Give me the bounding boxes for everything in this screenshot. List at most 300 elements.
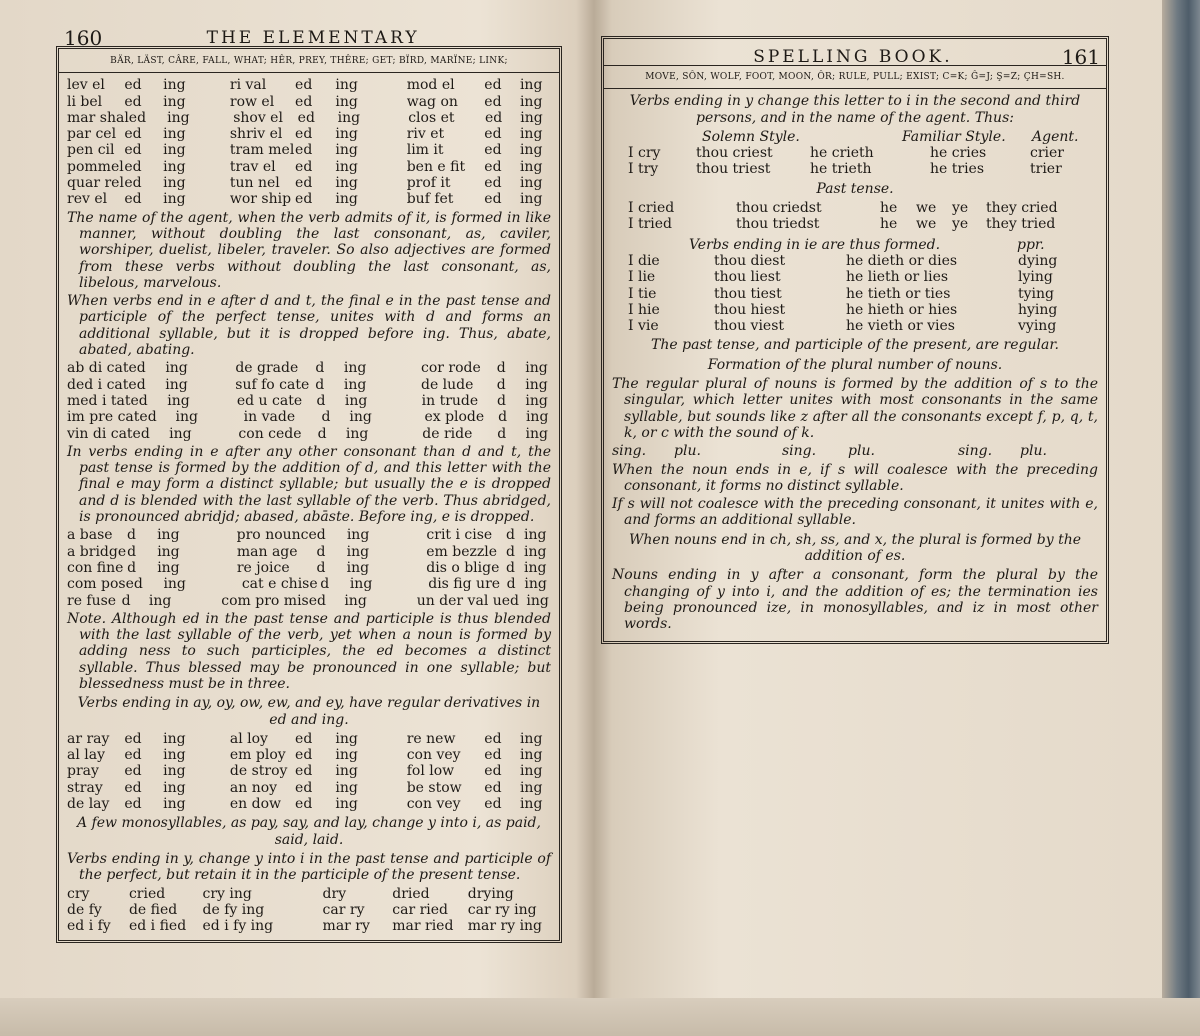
word-cell: d	[133, 576, 143, 593]
word-cell: ing	[519, 191, 543, 208]
word-cell: ing	[163, 779, 186, 796]
left-word-table-1	[67, 77, 551, 207]
word-cell: ing	[335, 191, 358, 208]
word-cell: ed	[124, 763, 142, 780]
left-rule-3: In verbs ending in e after any other consonant than d and t, the past tense is formed by the addition of d, and this letter with the final e may form a distinct syllable; but usually the e is dropped and d is blended with the last syllable of the verb. Thus abridged, is pronounced abridjd; abased, abāste. Before ing, e is dropped.	[67, 443, 551, 526]
word-cell: d	[316, 392, 326, 409]
word-cell: ing	[346, 527, 370, 544]
word-cell: ing	[525, 376, 548, 393]
sing-heading-1: sing.	[612, 443, 647, 460]
regular-note: The past tense, and participle of the present, are regular.	[651, 337, 1059, 354]
left-header	[56, 18, 562, 50]
word-cell: be stow	[406, 779, 462, 796]
word-cell: ed	[295, 191, 313, 208]
word-cell: ed	[484, 796, 502, 813]
word-cell: med i tate	[67, 392, 139, 409]
word-cell: ed	[295, 747, 313, 764]
word-cell: d	[320, 576, 330, 593]
past-tense-heading: Past tense.	[816, 180, 894, 197]
word-cell: thou triedst	[736, 216, 820, 233]
word-cell: pen cil	[67, 142, 115, 159]
word-cell: ab di cate	[67, 360, 137, 377]
word-cell: ing	[337, 109, 361, 126]
word-cell: ing	[163, 796, 186, 813]
word-row	[67, 796, 551, 812]
word-cell: ed i fied	[128, 918, 187, 935]
word-cell: an noy	[229, 779, 278, 796]
word-cell: ing	[524, 576, 547, 593]
word-row	[67, 175, 551, 191]
word-cell: ed u cate	[236, 392, 303, 409]
word-cell: ing	[165, 360, 188, 377]
left-page-number: 160	[64, 25, 103, 50]
right-rule-6: Nouns ending in y after a consonant, form the plural by the changing of y into i, and the addition of es; the termination ies being pronounced ize, in monosyllables, and iz in most other words.	[612, 567, 1098, 633]
word-cell: ed	[295, 175, 313, 192]
word-cell: car ry	[322, 901, 365, 918]
word-cell: ing	[335, 796, 358, 813]
left-pronunciation-key: BÄR, LÄST, CÂRE, FALL, WHAT; HÊR, PREY, THÊRE; GET; BÏRD, MARÏNE; LINK;	[59, 53, 559, 73]
word-cell: wor ship	[229, 191, 292, 208]
left-word-table-4	[67, 731, 551, 812]
word-row	[67, 763, 551, 779]
sing-plu-headings	[612, 443, 1098, 459]
word-cell: d	[136, 376, 146, 393]
word-row	[612, 318, 1098, 334]
word-row	[67, 191, 551, 207]
left-rule-7: Verbs ending in y, change y into i in the past tense and participle of the perfect, but retain it in the participle of the present tense.	[67, 850, 551, 884]
right-rule-3: When the noun ends in e, if s will coalesce with the preceding consonant, it forms no distinct syllable.	[612, 461, 1098, 494]
word-cell: em ploy	[229, 747, 286, 764]
word-cell: d	[496, 392, 506, 409]
word-cell: mar shal	[67, 109, 129, 126]
plural-heading: Formation of the plural number of nouns.	[707, 356, 1003, 373]
word-cell: ing	[163, 191, 186, 208]
word-row	[612, 200, 1098, 216]
word-cell: I cry	[628, 145, 661, 162]
word-cell: d	[127, 527, 137, 544]
word-cell: ing	[519, 175, 543, 192]
word-cell: ed	[124, 126, 142, 143]
right-rule-1: Verbs ending in y change this letter to i in the second and third persons, and in the name of the agent. Thus:	[629, 93, 1081, 126]
right-header	[604, 43, 1106, 69]
word-cell: ed	[297, 109, 315, 126]
left-word-table-5	[67, 886, 551, 935]
word-cell: thou diest	[714, 252, 786, 269]
word-cell: fol low	[406, 763, 455, 780]
word-cell: d	[121, 592, 131, 609]
word-cell: ing	[525, 409, 549, 426]
word-cell: ye	[952, 200, 969, 217]
word-cell: ed	[295, 158, 313, 175]
word-cell: ed	[484, 77, 502, 94]
word-row	[67, 560, 551, 576]
word-cell: ing	[163, 142, 186, 159]
word-cell: ed	[295, 126, 313, 143]
word-cell: ing	[335, 747, 358, 764]
word-cell: crit i cise	[426, 527, 493, 544]
word-cell: he tieth or ties	[846, 285, 951, 302]
word-row	[67, 527, 551, 543]
word-cell: thou criedst	[736, 200, 822, 217]
word-cell: de lude	[420, 376, 474, 393]
word-cell: ben e fit	[406, 158, 466, 175]
word-cell: he	[880, 216, 898, 233]
word-cell: con cede	[238, 425, 302, 442]
word-cell: drying	[467, 885, 514, 902]
word-row	[67, 377, 551, 393]
word-cell: they tried	[986, 216, 1056, 233]
word-row	[67, 126, 551, 142]
word-cell: ing	[525, 360, 548, 377]
word-cell: em bezzle	[426, 543, 498, 560]
word-cell: tying	[1018, 285, 1054, 302]
word-cell: ar ray	[67, 730, 110, 747]
word-cell: lying	[1018, 269, 1053, 286]
word-cell: dis o blige	[426, 559, 500, 576]
word-cell: ed i fy ing	[202, 918, 274, 935]
style-headings-row	[612, 129, 1098, 145]
word-cell: ing	[169, 425, 192, 442]
right-running-title: SPELLING BOOK.	[753, 46, 953, 67]
ppr-heading: ppr.	[1017, 236, 1045, 253]
word-cell: de grade	[235, 360, 299, 377]
left-running-title: THE ELEMENTARY	[206, 27, 420, 48]
word-cell: ing	[525, 425, 548, 442]
word-cell: ing	[163, 763, 186, 780]
word-cell: ed	[124, 191, 142, 208]
word-cell: con vey	[406, 747, 461, 764]
word-cell: d	[317, 425, 327, 442]
sing-heading-2: sing.	[782, 443, 817, 460]
left-text-frame	[56, 46, 562, 943]
word-cell: rev el	[67, 191, 108, 208]
word-cell: ed	[295, 763, 313, 780]
word-cell: ded i cate	[67, 376, 137, 393]
word-cell: ing	[345, 425, 369, 442]
word-cell: ing	[519, 730, 543, 747]
word-cell: I vie	[628, 318, 659, 335]
word-cell: d	[497, 425, 507, 442]
word-cell: ing	[163, 747, 186, 764]
word-cell: ed	[124, 77, 142, 94]
word-cell: ed	[484, 730, 502, 747]
word-cell: d	[147, 409, 157, 426]
word-cell: he cries	[930, 145, 987, 162]
word-cell: d	[510, 592, 520, 609]
word-row	[67, 409, 551, 425]
word-cell: shriv el	[229, 126, 283, 143]
word-cell: d	[138, 392, 148, 409]
word-cell: ing	[175, 409, 198, 426]
word-cell: ing	[335, 730, 358, 747]
word-cell: com pose	[67, 576, 134, 593]
word-cell: d	[127, 543, 137, 560]
word-cell: ed	[484, 779, 502, 796]
word-cell: ing	[157, 543, 180, 560]
left-rule-6: A few monosyllables, as pay, say, and lay, change y into i, as paid, said, laid.	[77, 815, 541, 848]
word-cell: he vieth or vies	[846, 318, 955, 335]
word-row	[612, 216, 1098, 232]
word-cell: ing	[520, 109, 543, 126]
word-cell: tun nel	[229, 175, 280, 192]
word-cell: ed	[124, 796, 142, 813]
word-cell: ing	[525, 392, 548, 409]
word-cell: ing	[523, 559, 547, 576]
word-cell: hying	[1018, 301, 1058, 318]
word-cell: re joice	[236, 559, 290, 576]
word-cell: con fine	[67, 559, 124, 576]
word-cell: ing	[335, 175, 358, 192]
word-cell: ed	[124, 730, 142, 747]
word-cell: ed	[295, 142, 313, 159]
word-cell: d	[505, 543, 515, 560]
word-cell: ing	[335, 142, 358, 159]
word-cell: ing	[344, 392, 368, 409]
word-cell: ing	[519, 763, 543, 780]
word-cell: ing	[335, 77, 358, 94]
word-cell: dis fig ure	[428, 576, 501, 593]
word-cell: he dieth or dies	[846, 252, 958, 269]
word-cell: ed	[124, 747, 142, 764]
word-cell: dry	[322, 885, 347, 902]
word-cell: trier	[1030, 161, 1062, 178]
word-cell: ing	[163, 93, 186, 110]
word-cell: de fied	[128, 901, 178, 918]
word-cell: mar ried	[392, 918, 454, 935]
right-page-number: 161	[1061, 44, 1100, 69]
word-cell: ed	[484, 142, 502, 159]
word-cell: ing	[349, 409, 372, 426]
word-row	[67, 886, 551, 902]
word-cell: man age	[236, 543, 298, 560]
word-cell: ing	[148, 592, 172, 609]
word-cell: trav el	[229, 158, 276, 175]
page-bottom-edge	[0, 998, 1200, 1036]
word-cell: d	[140, 425, 150, 442]
word-cell: car ried	[392, 901, 448, 918]
word-cell: ed	[484, 747, 502, 764]
word-cell: d	[136, 360, 146, 377]
word-cell: ing	[167, 109, 190, 126]
word-cell: ing	[167, 392, 190, 409]
word-cell: he lieth or lies	[846, 269, 949, 286]
plu-heading-2: plu.	[848, 443, 875, 460]
word-cell: ing	[526, 592, 549, 609]
word-row	[612, 302, 1098, 318]
word-cell: lev el	[67, 77, 105, 94]
word-cell: d	[505, 559, 515, 576]
word-cell: clos et	[408, 109, 455, 126]
word-cell: thou tiest	[714, 285, 782, 302]
word-cell: buf fet	[406, 191, 454, 208]
word-cell: ing	[519, 126, 543, 143]
word-cell: a bridge	[67, 543, 127, 560]
word-cell: I lie	[628, 269, 656, 286]
word-cell: ing	[335, 763, 358, 780]
word-cell: a base	[67, 527, 113, 544]
word-cell: thou liest	[714, 269, 781, 286]
word-cell: dried	[392, 885, 430, 902]
word-cell: they cried	[986, 200, 1058, 217]
word-cell: de fy	[67, 901, 102, 918]
word-cell: ing	[335, 126, 358, 143]
word-cell: d	[127, 559, 137, 576]
plu-heading-1: plu.	[674, 443, 701, 460]
word-cell: thou criest	[696, 145, 773, 162]
word-cell: ed	[124, 93, 142, 110]
word-cell: com pro mise	[221, 592, 318, 609]
word-cell: thou hiest	[714, 301, 786, 318]
right-page	[601, 36, 1109, 644]
word-row	[67, 544, 551, 560]
right-word-table-2	[612, 200, 1098, 233]
word-cell: ing	[163, 158, 186, 175]
word-cell: ed	[484, 191, 502, 208]
word-row	[67, 94, 551, 110]
word-cell: ing	[157, 559, 180, 576]
word-cell: ing	[163, 126, 186, 143]
word-cell: ing	[523, 543, 547, 560]
word-cell: re fuse	[67, 592, 117, 609]
word-cell: row el	[229, 93, 275, 110]
word-row	[67, 426, 551, 442]
word-cell: ed	[128, 109, 147, 126]
word-cell: ing	[335, 779, 358, 796]
word-cell: quar rel	[67, 175, 124, 192]
word-cell: pray	[67, 763, 99, 780]
word-row	[67, 918, 551, 934]
word-row	[67, 780, 551, 796]
word-cell: shov el	[233, 109, 283, 126]
left-rule-2: When verbs end in e after d and t, the final e in the past tense and participle of the perfect tense, unites with d and forms an additional syllable, but it is dropped before ing. Thus, abate, abated, abating.	[67, 293, 551, 359]
word-cell: d	[316, 527, 326, 544]
word-cell: thou viest	[714, 318, 785, 335]
word-cell: ed	[295, 93, 313, 110]
word-row	[67, 142, 551, 158]
word-cell: mar ry ing	[467, 918, 543, 935]
word-cell: he	[880, 200, 898, 217]
word-cell: tram mel	[229, 142, 295, 159]
solemn-style-heading: Solemn Style.	[702, 128, 800, 145]
word-cell: ed	[484, 126, 502, 143]
word-cell: de ride	[422, 425, 473, 442]
word-cell: al loy	[229, 730, 268, 747]
word-cell: ing	[519, 142, 543, 159]
word-cell: vying	[1018, 318, 1057, 335]
left-rule-1: The name of the agent, when the verb admits of it, is formed in like manner, without doubling the last consonant, as, caviler, worshiper, duelist, libeler, traveler. So also adjectives are formed from these verbs without doubling the last consonant, as, libelous, marvelous.	[67, 209, 551, 291]
word-cell: ed	[124, 779, 142, 796]
word-cell: ed	[295, 779, 313, 796]
word-cell: thou triest	[696, 161, 771, 178]
word-cell: d	[321, 409, 331, 426]
word-cell: he trieth	[810, 161, 872, 178]
word-cell: ing	[519, 779, 543, 796]
word-cell: li bel	[67, 93, 103, 110]
word-cell: cor rode	[421, 360, 481, 377]
word-row	[612, 269, 1098, 285]
word-cell: crier	[1030, 145, 1064, 162]
word-cell: ed	[124, 142, 142, 159]
word-cell: mar ry	[322, 918, 370, 935]
word-cell: dying	[1018, 252, 1058, 269]
word-cell: ed	[484, 158, 502, 175]
word-cell: d	[316, 543, 326, 560]
word-cell: in trude	[421, 392, 479, 409]
word-cell: d	[316, 559, 326, 576]
word-cell: ed	[295, 796, 313, 813]
word-cell: prof it	[406, 175, 451, 192]
word-cell: al lay	[67, 747, 106, 764]
word-row	[612, 161, 1098, 177]
word-cell: riv et	[406, 126, 445, 143]
word-cell: de stroy	[229, 763, 288, 780]
word-cell: ed	[124, 175, 142, 192]
word-row	[67, 393, 551, 409]
word-cell: d	[505, 527, 515, 544]
word-cell: ing	[346, 559, 370, 576]
word-cell: ing	[346, 543, 370, 560]
word-row	[67, 77, 551, 93]
word-cell: ing	[519, 158, 543, 175]
word-cell: ed	[484, 175, 502, 192]
word-cell: cry	[67, 885, 90, 902]
ie-heading: Verbs ending in ie are thus formed.	[688, 236, 941, 253]
word-cell: ing	[519, 796, 543, 813]
left-word-table-3	[67, 527, 551, 608]
word-cell: cried	[128, 885, 166, 902]
word-cell: ing	[157, 527, 180, 544]
plu-heading-3: plu.	[1020, 443, 1047, 460]
word-cell: ing	[163, 175, 186, 192]
word-cell: d	[317, 592, 326, 609]
sing-heading-3: sing.	[958, 443, 993, 460]
left-rule-5: Verbs ending in ay, oy, ow, ew, and ey, have regular derivatives in ed and ing.	[77, 695, 541, 728]
word-cell: car ry ing	[467, 901, 537, 918]
word-cell: mod el	[406, 77, 455, 94]
word-cell: ing	[163, 576, 186, 593]
word-cell: we	[916, 216, 937, 233]
word-cell: d	[498, 409, 508, 426]
right-rule-2: The regular plural of nouns is formed by the addition of s to the singular, which letter unites with most consonants in the same syllable, but sounds like z after all the consonants except f, p, q, t, k, or c with the sound of k.	[612, 376, 1098, 441]
word-cell: ed i fy	[67, 918, 111, 935]
word-cell: ing	[524, 527, 547, 544]
left-word-table-2	[67, 360, 551, 441]
word-row	[612, 253, 1098, 269]
word-cell: ye	[952, 216, 969, 233]
word-cell: ing	[519, 93, 543, 110]
word-row	[67, 360, 551, 376]
word-cell: im pre cate	[67, 409, 148, 426]
book-cover-edge	[1162, 0, 1200, 1036]
word-cell: he tries	[930, 161, 985, 178]
familiar-style-heading: Familiar Style.	[902, 128, 1006, 145]
word-cell: de lay	[67, 796, 110, 813]
word-cell: lim it	[406, 142, 444, 159]
word-cell: ing	[163, 77, 186, 94]
word-cell: ing	[163, 730, 186, 747]
word-cell: in vade	[243, 409, 296, 426]
word-cell: I tie	[628, 285, 657, 302]
word-cell: ed	[295, 730, 313, 747]
word-cell: ed	[484, 763, 502, 780]
right-word-table-1	[612, 145, 1098, 178]
word-cell: par cel	[67, 126, 117, 143]
word-row	[612, 145, 1098, 161]
word-cell: pommel	[67, 158, 124, 175]
word-cell: cry ing	[202, 885, 252, 902]
word-cell: ing	[335, 93, 358, 110]
word-cell: con vey	[406, 796, 461, 813]
